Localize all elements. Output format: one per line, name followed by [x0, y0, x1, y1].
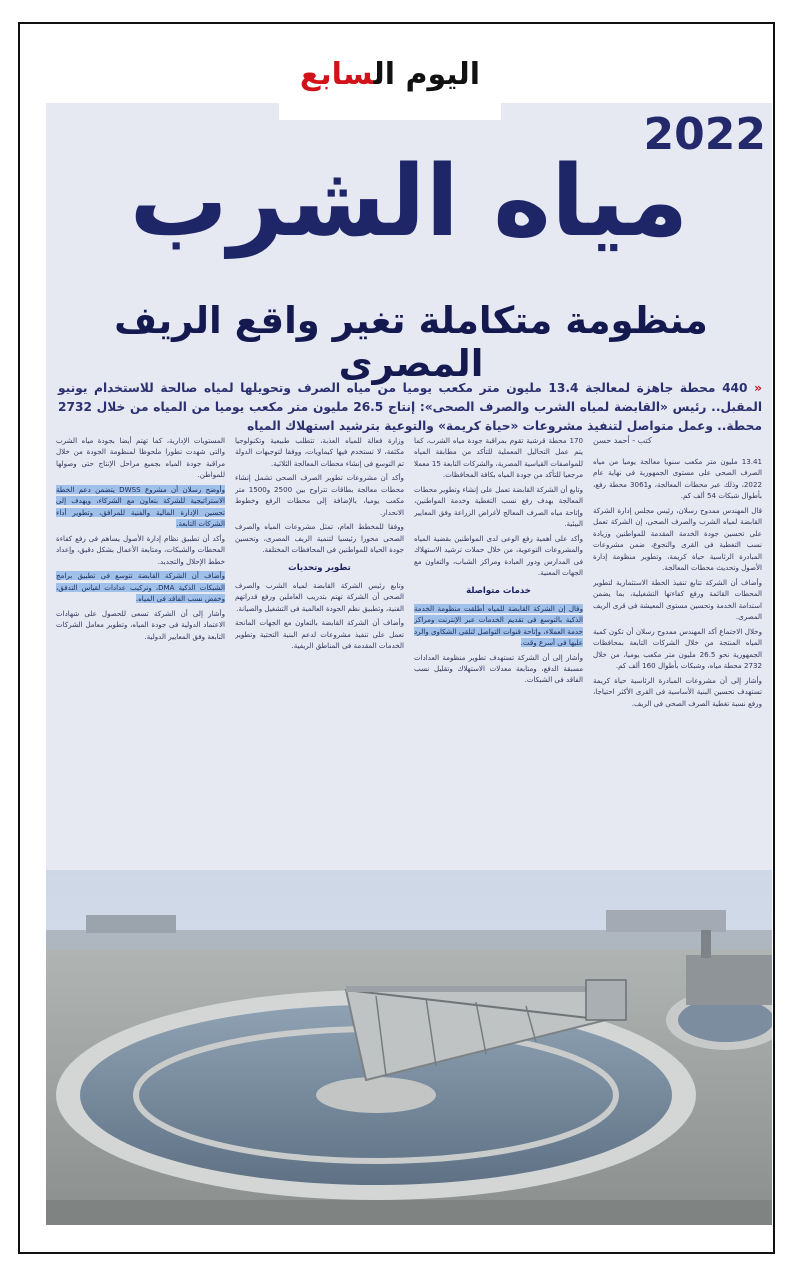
paragraph	[56, 484, 225, 530]
paragraph: وأضاف أن الشركة القابضة بالتعاون مع الجهات المانحة تعمل على تنفيذ مشروعات لدعم البنية التحتية وتطوير الخدمات المقدمة فى المناطق الريفية.	[235, 618, 404, 651]
article-columns	[56, 435, 762, 875]
newspaper-page	[46, 103, 772, 1225]
site-logo-text: اليوم السابع	[299, 56, 481, 92]
section-heading: خدمات متواصلة	[466, 585, 531, 596]
highlighted-text: وقال إن الشركة القابضة للمياه أطلقت منظومة الخدمة الذكية بالتوسع فى تقديم الخدمات عبر الإنترنت ومراكز خدمة العملاء، وإتاحة قنوات التواصل لتلقى الشكاوى والرد عليها فى أسرع وقت.	[414, 603, 583, 648]
article-year: 2022	[643, 109, 766, 160]
paragraph: وأكد أن تطبيق نظام إدارة الأصول يساهم فى رفع كفاءة المحطات والشبكات، ومتابعة الأعمال بشكل دقيق، وإعداد خطط الإحلال والتجديد.	[56, 533, 225, 566]
chevron-left-icon: «	[754, 381, 762, 395]
paragraph: ووفقا للمخطط العام، تمثل مشروعات المياه والصرف الصحى محورا رئيسيا لتنمية الريف المصرى، وتحسين جودة الحياة للمواطنين فى المحافظات المختلفة.	[235, 522, 404, 555]
paragraph: وأشار إلى أن الشركة تسعى للحصول على شهادات الاعتماد الدولية فى جودة المياه، وتطوير معامل الشركات التابعة وفق المعايير الدولية.	[56, 608, 225, 641]
article-column-2	[414, 435, 583, 875]
paragraph	[56, 570, 225, 604]
paragraph: 170 محطة قرشية تقوم بمراقبة جودة مياه الشرب، كما يتم عمل التحاليل المعملية للتأكد من مطابقة المياه للمواصفات القياسية المصرية، والشركات التابعة 15 معملا مرجعيا للتأكد من جودة المياه بكافة المحافظات.	[414, 436, 583, 480]
article-column-1	[593, 435, 762, 875]
paragraph: وأشار إلى أن الشركة تستهدف تطوير منظومة العدادات مسبقة الدفع، ومتابعة معدلات الاستهلاك وتقليل نسب الفاقد فى الشبكات.	[414, 652, 583, 685]
paragraph: قال المهندس ممدوح رسلان، رئيس مجلس إدارة الشركة القابضة لمياه الشرب والصرف الصحى، إن الشركة تعمل على تحسين جودة الخدمة المقدمة للمواطنين وزيادة نسب التغطية فى القرى والنجوع، ضمن مشروعات المبادرة الرئاسية حياة كريمة، وتطوير منظومة إدارة الأصول وتحديث محطات المعالجة.	[593, 505, 762, 573]
highlighted-text: وأوضح رسلان أن مشروع DWSS يتضمن دعم الخطة الاستراتيجية للشركة بتعاون مع الشركاء، ويهدف إلى تحسين الإدارة المالية والفنية للمرافق، وتطوير أداء الشركات التابعة.	[56, 484, 225, 529]
paragraph: وتابع رئيس الشركة القابضة لمياه الشرب والصرف الصحى أن الشركة تهتم بتدريب العاملين ورفع قدراتهم الفنية، وتطبيق نظم الجودة العالمية فى التشغيل والصيانة.	[235, 580, 404, 613]
article-column-4	[56, 435, 225, 875]
highlighted-text: وأضاف أن الشركة القابضة تتوسع فى تطبيق برامج الشبكات الذكية DMA، وتركيب عدادات لقياس التدفق، وخفض نسب الفاقد فى المياه.	[56, 571, 225, 604]
paragraph: وخلال الاجتماع أكد المهندس ممدوح رسلان أن تكون كمية المياه المنتجة من خلال الشركات التابعة بمحافظات الجمهورية نحو 26.5 مليون متر مكعب يوميا، من خلال 2732 محطة مياه، وشبكات بأطوال 160 ألف كم.	[593, 626, 762, 671]
treatment-plant-photo	[46, 870, 772, 1225]
article-byline: كتب - أحمد حسن	[593, 436, 652, 445]
paragraph: وأكد أن مشروعات تطوير الصرف الصحى تشمل إنشاء محطات معالجة بطاقات تتراوح بين 2500 و1500 متر مكعب يوميا، بالإضافة إلى محطات الرفع وخطوط الانحدار.	[235, 473, 404, 517]
article-subheadline: منظومة متكاملة تغير واقع الريف المصرى	[114, 299, 708, 385]
paragraph: المستويات الإدارية، كما تهتم أيضا بجودة مياه الشرب والتى شهدت تطورا ملحوظا لمنظومة الجودة من خلال مراقبة جودة المياه بجميع مراحل الإنتاج حتى وصولها للمواطن.	[56, 436, 225, 480]
paragraph: وتابع أن الشركة القابضة تعمل على إنشاء وتطوير محطات المعالجة بهدف رفع نسب التغطية وخدمة المواطنين، وإتاحة مياه الصرف المعالج لأغراض الزراعة وفق المعايير البيئية.	[414, 484, 583, 529]
paragraph: 13.41 مليون متر مكعب سنويا معالجة يوميا من مياه الصرف الصحى على مستوى الجمهورية فى نهاية عام 2022، وذلك عبر محطات المعالجة، و3061 محطة رفع، بأطوال شبكات 54 ألف كم.	[593, 456, 762, 501]
paragraph: وزارة فعالة للمياه العذبة، تتطلب طبيعية وتكنولوجيا مكثفة، لا تستخدم فيها كيماويات، ووفقا لتوجيهات الدولة تم التوسع فى إنشاء محطات المعالجة الثلاثية.	[235, 436, 404, 468]
paragraph: وأشار إلى أن مشروعات المبادرة الرئاسية حياة كريمة تستهدف تحسين البنية الأساسية فى القرى الأكثر احتياجا، ورفع نسبة تغطية الصرف الصحى فى الريف.	[593, 675, 762, 708]
photo-illustration	[46, 870, 772, 1225]
article-column-3	[235, 435, 404, 875]
paragraph: وأكد على أهمية رفع الوعى لدى المواطنين بقضية المياه والمشروعات التوعوية، من خلال حملات ترشيد الاستهلاك فى المدارس ودور العبادة ومراكز الشباب، والتعاون مع الجهات المعنية.	[414, 533, 583, 578]
deck-text: 440 محطة جاهزة لمعالجة 13.4 مليون متر مكعب يوميا من مياه الصرف وتحويلها لمياه صالحة للاستخدام يونيو المقبل.. رئيس «القابضة لمياه الشرب والصرف الصحى»: إنتاج 26.5 مليون متر مكعب يوميا من المياه من خلال 2732 محطة.. وعمل متواصل لتنفيذ مشروعات «حياة كريمة» والتوعية بترشيد استهلاك المياه	[58, 381, 762, 433]
paragraph: وأضاف أن الشركة تتابع تنفيذ الخطة الاستثمارية لتطوير المحطات القائمة ورفع كفاءتها التشغيلية، بما يضمن استدامة الخدمة وتحسين مستوى المعيشة فى قرى الريف المصرى.	[593, 577, 762, 622]
article-deck	[58, 379, 762, 436]
site-logo	[279, 28, 501, 120]
article-masthead: مياه الشرب	[129, 145, 689, 259]
paragraph	[414, 603, 583, 649]
section-heading: تطوير وتحديات	[288, 562, 351, 573]
